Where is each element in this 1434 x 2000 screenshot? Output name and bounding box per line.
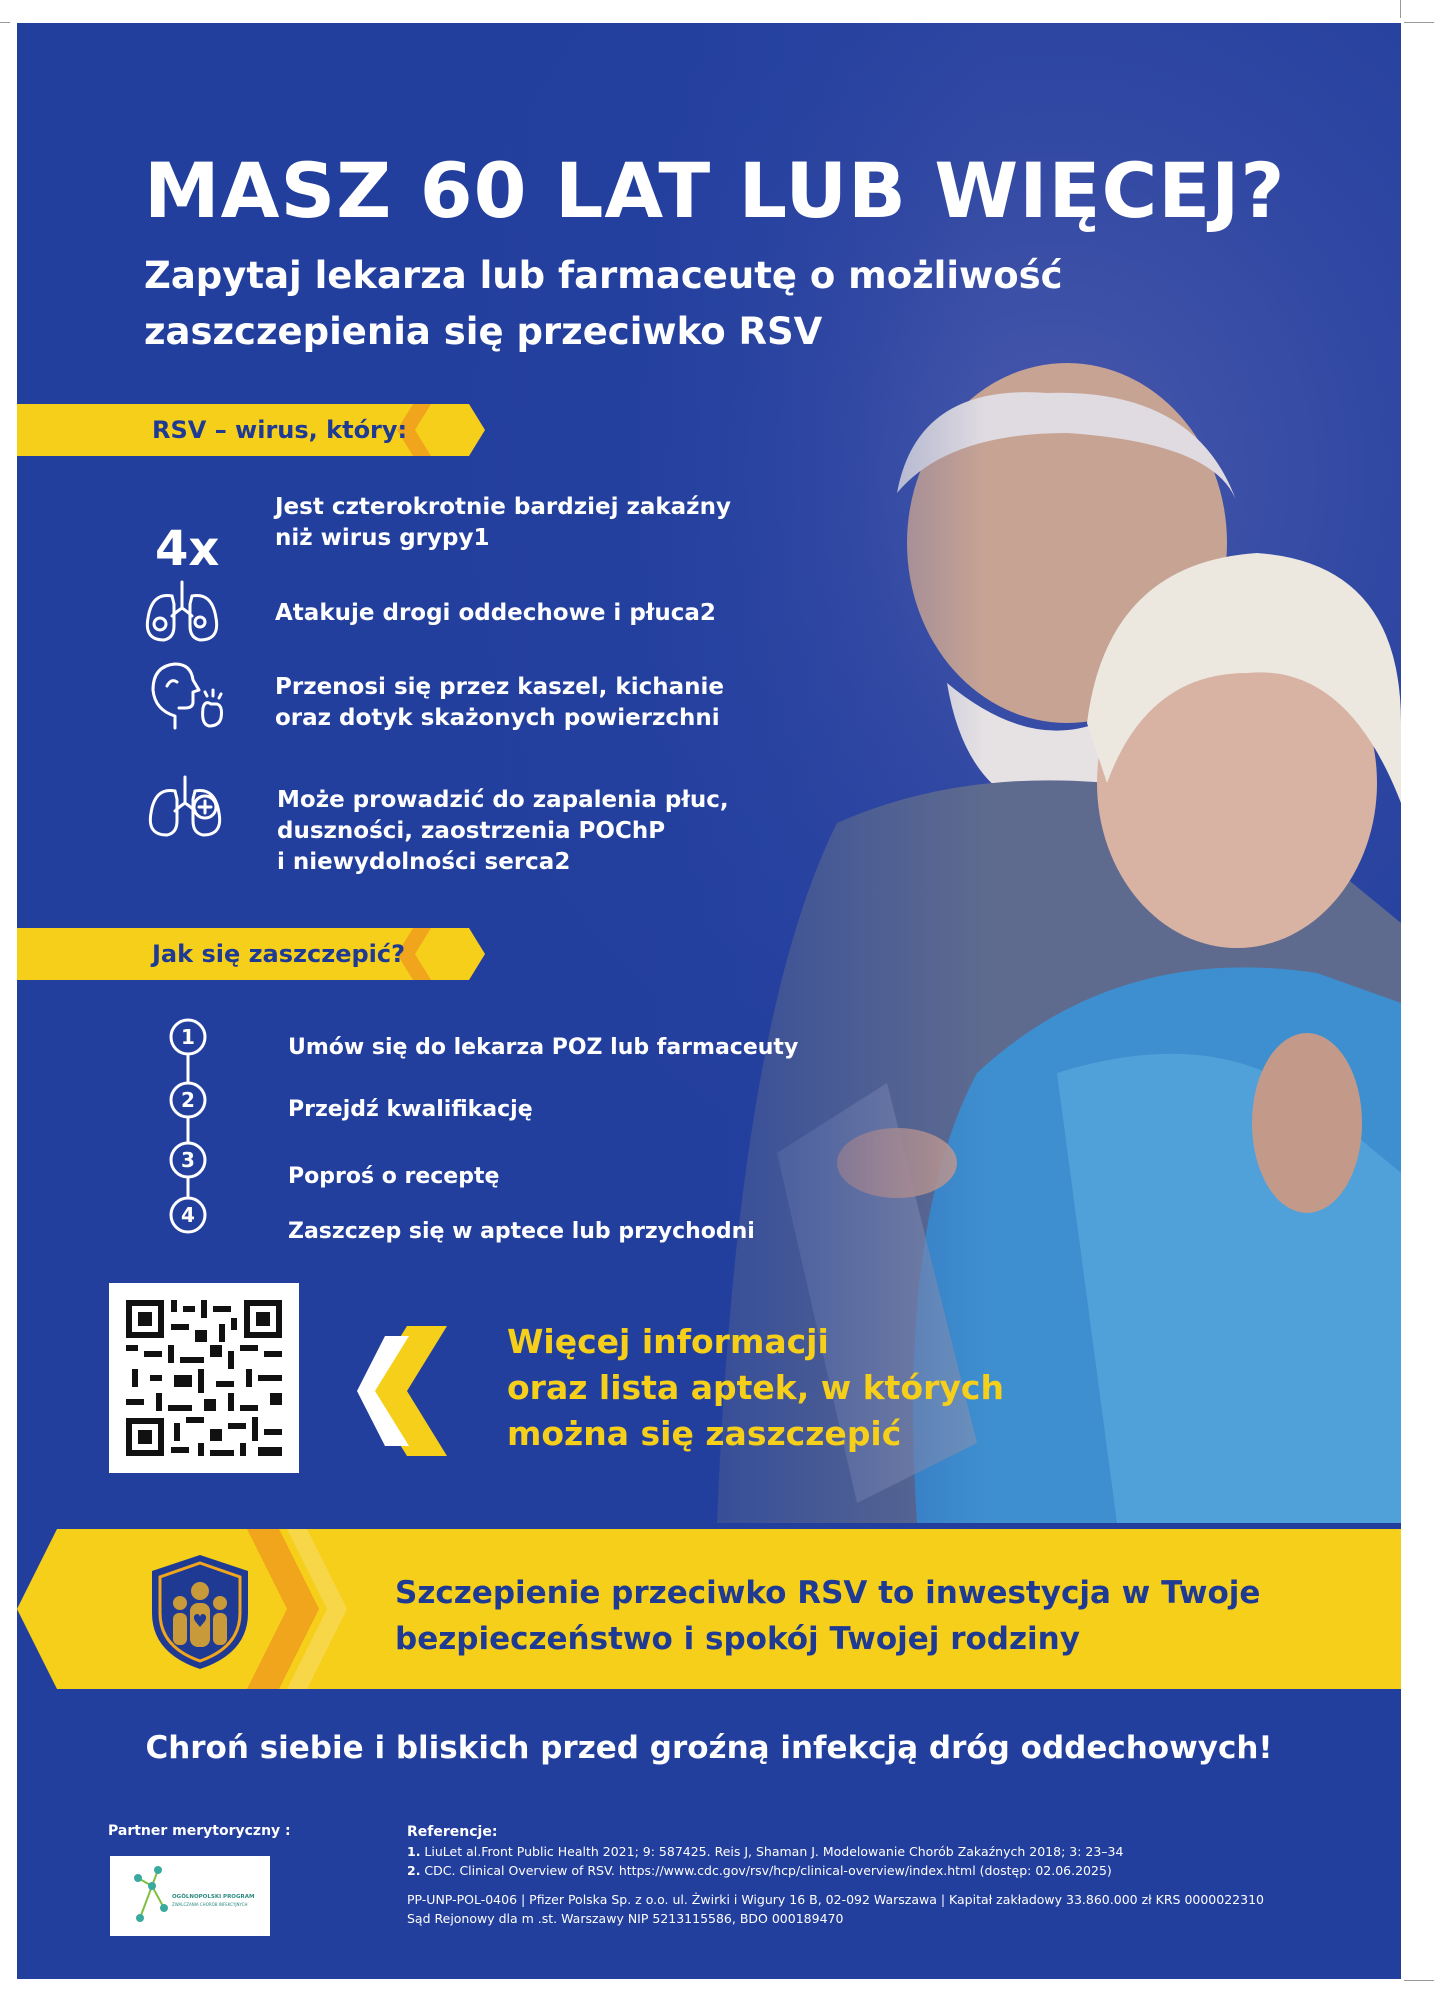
qr-code-pattern xyxy=(109,1283,299,1473)
steps-timeline xyxy=(163,1015,213,1237)
rsv-fact-2: Atakuje drogi oddechowe i płuca2 xyxy=(275,600,716,626)
ref-text: LiuLet al.Front Public Health 2021; 9: 587425. Reis J, Shaman J. Modelowanie Chorób Zakaźnych 2018; 3: 23–34 xyxy=(420,1844,1124,1859)
partner-logo xyxy=(110,1856,270,1936)
step-number: 1 xyxy=(181,1025,195,1049)
vaccination-section-heading: Jak się zaszczepić? xyxy=(152,940,406,968)
fact-line: Jest czterokrotnie bardziej zakaźny xyxy=(275,494,731,520)
banner-line: bezpieczeństwo i spokój Twojej rodziny xyxy=(395,1621,1080,1657)
rsv-section-band xyxy=(17,404,487,456)
step-1-text: Umów się do lekarza POZ lub farmaceuty xyxy=(288,1035,799,1060)
fact-line: duszności, zaostrzenia POChP xyxy=(277,818,666,844)
crop-mark xyxy=(1404,1980,1434,1981)
step-4-text: Zaszczep się w aptece lub przychodni xyxy=(288,1219,755,1244)
partner-logo-text: ZWALCZANIA CHORÓB INFEKCYJNYCH xyxy=(172,1902,248,1907)
four-times-label: 4x xyxy=(155,521,220,577)
family-shield-icon xyxy=(148,1553,252,1671)
subtitle-line: zaszczepienia się przeciwko RSV xyxy=(144,310,823,353)
partner-logo-text: OGÓLNOPOLSKI PROGRAM xyxy=(172,1894,255,1900)
more-info-line: można się zaszczepić xyxy=(507,1414,902,1453)
fact-line: niż wirus grypy1 xyxy=(275,525,490,551)
fact-line: oraz dotyk skażonych powierzchni xyxy=(275,705,720,731)
more-info-line: Więcej informacji xyxy=(507,1322,829,1361)
crop-mark xyxy=(1404,22,1434,23)
ref-number: 1. xyxy=(407,1844,421,1859)
rsv-fact-4 xyxy=(277,785,729,878)
step-number: 3 xyxy=(181,1148,195,1172)
references xyxy=(407,1823,1264,1928)
step-3-text: Poproś o receptę xyxy=(288,1164,500,1189)
legal-line: PP-UNP-POL-0406 | Pfizer Polska Sp. z o.o. ul. Żwirki i Wigury 16 B, 02-092 Warszawa | Kapitał zakładowy 33.860.000 zł KRS 0000022310 xyxy=(407,1892,1264,1907)
crop-mark xyxy=(0,22,10,23)
rsv-fact-3 xyxy=(275,672,724,734)
page-subtitle xyxy=(144,248,1144,360)
partner-logo-graphic xyxy=(110,1856,270,1936)
rsv-fact-1 xyxy=(275,492,731,554)
step-number: 4 xyxy=(181,1203,195,1227)
fact-line: Przenosi się przez kaszel, kichanie xyxy=(275,674,724,700)
partner-label: Partner merytoryczny : xyxy=(108,1823,291,1839)
protect-slogan: Chroń siebie i bliskich przed groźną infekcją dróg oddechowych! xyxy=(145,1730,1273,1766)
rsv-section-heading: RSV – wirus, który: xyxy=(152,416,408,444)
lungs-virus-icon xyxy=(142,578,222,648)
subtitle-line: Zapytaj lekarza lub farmaceutę o możliwość xyxy=(144,254,1063,297)
step-2-text: Przejdź kwalifikację xyxy=(288,1097,533,1122)
page-title: MASZ 60 LAT LUB WIĘCEJ? xyxy=(144,146,1286,235)
vaccination-section-band xyxy=(17,928,487,980)
more-info-line: oraz lista aptek, w których xyxy=(507,1368,1004,1407)
step-number: 2 xyxy=(181,1088,195,1112)
fact-line: Może prowadzić do zapalenia płuc, xyxy=(277,787,729,813)
reference-item xyxy=(407,1842,1264,1861)
lungs-infection-icon xyxy=(145,773,225,845)
double-chevron-left-icon xyxy=(357,1326,477,1456)
legal-line: Sąd Rejonowy dla m .st. Warszawy NIP 5213115586, BDO 000189470 xyxy=(407,1911,844,1926)
references-heading: Referencje: xyxy=(407,1824,498,1840)
investment-banner-text xyxy=(395,1570,1260,1662)
fact-line: i niewydolności serca2 xyxy=(277,849,571,875)
qr-code[interactable] xyxy=(109,1283,299,1473)
cough-hand-icon xyxy=(145,660,227,732)
banner-line: Szczepienie przeciwko RSV to inwestycja w Twoje xyxy=(395,1575,1261,1611)
poster xyxy=(17,23,1401,1979)
more-info-text xyxy=(507,1319,1004,1457)
reference-item xyxy=(407,1861,1264,1880)
ref-number: 2. xyxy=(407,1863,421,1878)
ref-text: CDC. Clinical Overview of RSV. https://www.cdc.gov/rsv/hcp/clinical-overview/index.html (dostęp: 02.06.2025) xyxy=(420,1863,1112,1878)
crop-mark xyxy=(1400,0,1401,18)
